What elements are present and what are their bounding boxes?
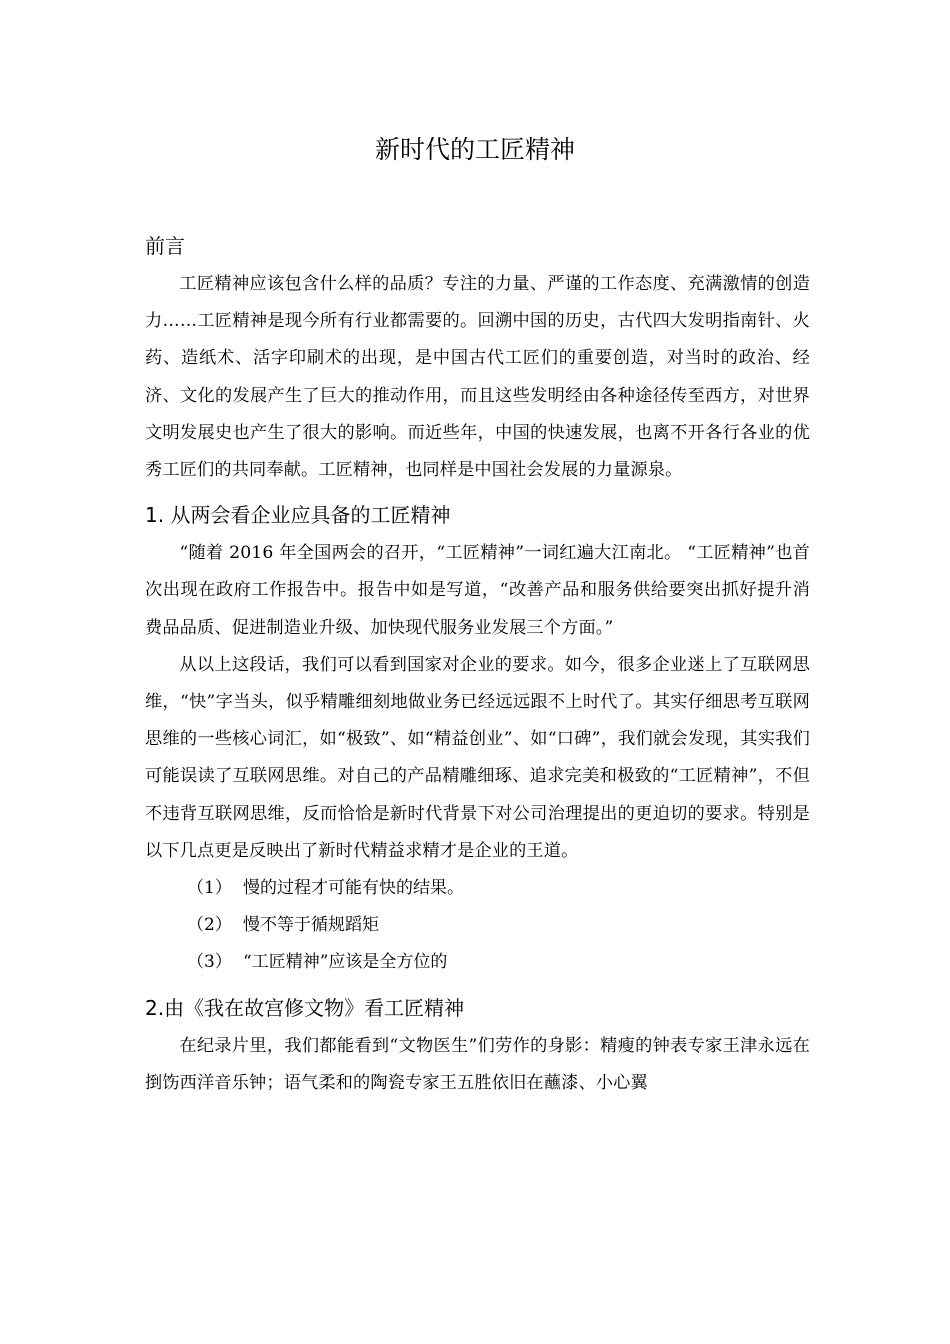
preface-paragraph: 工匠精神应该包含什么样的品质？专注的力量、严谨的工作态度、充满激情的创造力……工匠精神是现今所有行业都需要的。回溯中国的历史，古代四大发明指南针、火药、造纸术、活字印刷术的出现，是中国古代工匠们的重要创造，对当时的政治、经济、文化的发展产生了巨大的推动作用，而且这些发明经由各种途径传至西方，对世界文明发展史也产生了很大的影响。而近些年，中国的快速发展，也离不开各行各业的优秀工匠们的共同奉献。工匠精神，也同样是中国社会发展的力量源泉。 — [145, 274, 810, 481]
section-1-heading: 1. 从两会看企业应具备的工匠精神 — [145, 503, 451, 528]
document-body — [145, 230, 810, 1102]
list-item — [145, 907, 810, 944]
list-item-text: 慢的过程才可能有快的结果。 — [243, 878, 464, 899]
section-1-paragraph: “随着 2016 年全国两会的召开，“工匠精神”一词红遍大江南北。 “工匠精神”也首次出现在政府工作报告中。报告中如是写道，“改善产品和服务供给要突出抓好提升消费品品质、促进制造业升级、加快现代服务业发展三个方面。” — [145, 543, 810, 638]
list-item-number: （2） — [187, 915, 232, 936]
section-2-heading: 2.由《我在故宫修文物》看工匠精神 — [145, 995, 465, 1020]
list-item-number: （3） — [187, 952, 232, 973]
document-title: 新时代的工匠精神 — [374, 135, 575, 164]
list-item — [145, 870, 810, 907]
section-1-paragraph: 从以上这段话，我们可以看到国家对企业的要求。如今，很多企业迷上了互联网思维，“快”字当头，似乎精雕细刻地做业务已经远远跟不上时代了。其实仔细思考互联网思维的一些核心词汇，如“极致”、如“精益创业”、如“口碑”，我们就会发现，其实我们可能误读了互联网思维。对自己的产品精雕细琢、追求完美和极致的“工匠精神”，不但不违背互联网思维，反而恰恰是新时代背景下对公司治理提出的更迫切的要求。特别是以下几点更是反映出了新时代精益求精才是企业的王道。 — [145, 654, 810, 861]
list-item — [145, 944, 810, 981]
list-item-number: （1） — [187, 878, 232, 899]
list-item-text: 慢不等于循规蹈矩 — [243, 915, 379, 936]
preface-heading: 前言 — [145, 234, 185, 258]
section-2-paragraph: 在纪录片里，我们都能看到“文物医生”们劳作的身影：精瘦的钟表专家王津永远在捯饬西洋音乐钟；语气柔和的陶瓷专家王五胜依旧在蘸漆、小心翼 — [145, 1035, 810, 1093]
list-item-text: “工匠精神”应该是全方位的 — [243, 952, 448, 973]
